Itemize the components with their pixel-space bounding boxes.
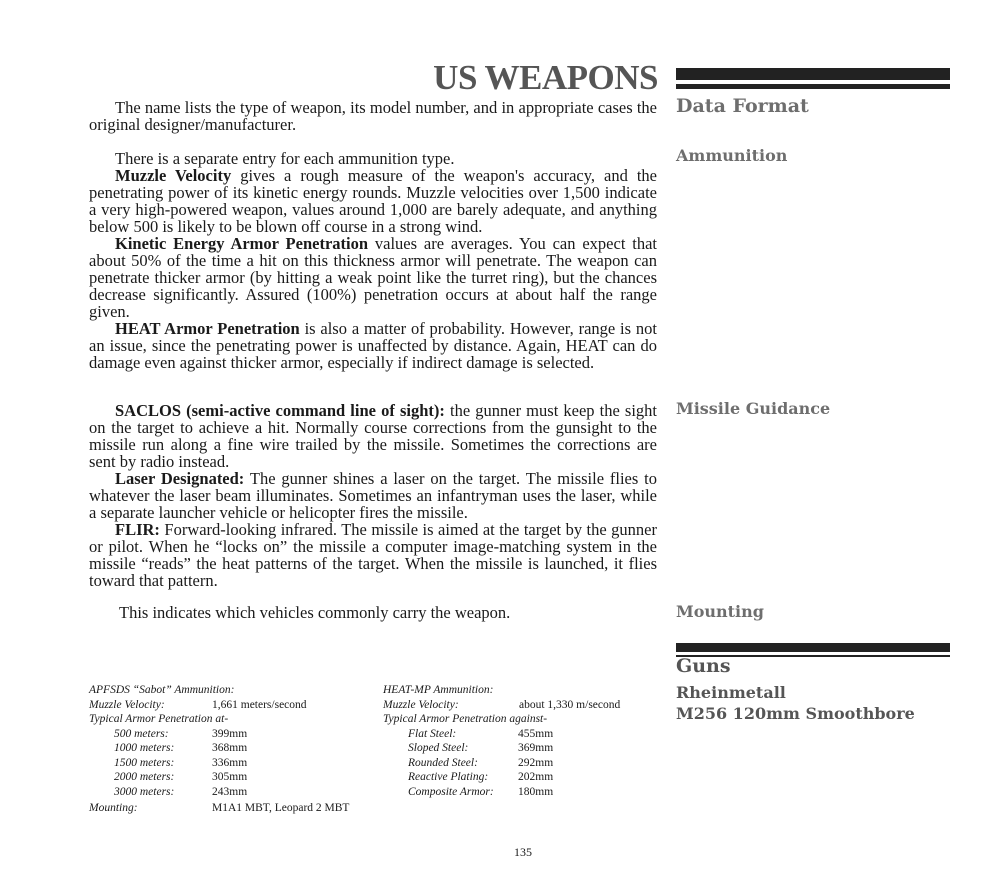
armor-type-label: Sloped Steel: — [408, 742, 469, 754]
penetration-value: 305mm — [212, 771, 248, 783]
ammo-intro-text: There is a separate entry for each ammunition type. — [115, 149, 455, 168]
apfsds-mv-value: 1,661 meters/second — [212, 698, 307, 711]
header-rule-thick — [676, 68, 950, 80]
saclos-term: SACLOS (semi-active command line of sight): — [115, 401, 445, 420]
sidebar-mounting: Mounting — [676, 602, 764, 621]
range-label: 1000 meters: — [114, 742, 175, 754]
ammunition-section — [89, 150, 657, 371]
armor-type-label: Composite Armor: — [408, 785, 494, 798]
heat-paragraph — [89, 320, 657, 371]
saclos-paragraph — [89, 402, 657, 470]
apfsds-mv-label: Muzzle Velocity: — [89, 698, 165, 711]
guns-heading: Guns — [676, 655, 731, 677]
page-title: US WEAPONS — [433, 58, 658, 97]
ke-text: values are averages. You can expect that about 50% of the time a hit on this thickness armor will penetrate. The weapon can penetrate thicker armor (by hitting a weak point like the turret ring), but the chances decrease significantly. Assured (100%) penetration occurs at about half the range given. — [89, 234, 657, 321]
table-row — [383, 727, 653, 742]
laser-term: Laser Designated: — [115, 469, 245, 488]
mounting-stat-label: Mounting: — [89, 802, 138, 814]
heat-term: HEAT Armor Penetration — [115, 319, 300, 338]
apfsds-heading: APFSDS “Sabot” Ammunition: — [89, 684, 235, 696]
armor-type-label: Flat Steel: — [408, 727, 457, 740]
mounting-section — [89, 604, 657, 621]
range-label: 2000 meters: — [114, 771, 175, 783]
mounting-text: This indicates which vehicles commonly carry the weapon. — [119, 603, 511, 622]
laser-paragraph — [89, 470, 657, 521]
ke-paragraph — [89, 235, 657, 320]
penetration-value: 455mm — [518, 727, 554, 740]
table-row — [383, 741, 653, 756]
heat-mv-row — [383, 698, 653, 713]
weapon-name-line1: Rheinmetall — [676, 683, 786, 702]
apfsds-stats — [89, 683, 359, 799]
mounting-stat-row — [89, 801, 489, 816]
sidebar-data-format: Data Format — [676, 95, 809, 117]
table-row — [383, 756, 653, 771]
penetration-value: 336mm — [212, 756, 248, 769]
table-row — [89, 741, 359, 756]
heat-pen-label: Typical Armor Penetration against- — [383, 713, 548, 725]
armor-type-label: Rounded Steel: — [408, 756, 478, 769]
intro-text: The name lists the type of weapon, its model number, and in appropriate cases the original designer/manufacturer. — [89, 98, 657, 134]
penetration-value: 243mm — [212, 785, 248, 798]
ke-term: Kinetic Energy Armor Penetration — [115, 234, 369, 253]
apfsds-pen-label: Typical Armor Penetration at- — [89, 713, 229, 725]
range-label: 3000 meters: — [114, 785, 175, 798]
muzzle-velocity-paragraph — [89, 167, 657, 235]
heat-heading: HEAT-MP Ammunition: — [383, 684, 494, 696]
armor-type-label: Reactive Plating: — [408, 771, 489, 783]
penetration-value: 180mm — [518, 785, 554, 798]
weapon-name-line2: M256 120mm Smoothbore — [676, 704, 915, 723]
table-row — [89, 770, 359, 785]
missile-guidance-section — [89, 402, 657, 589]
range-label: 500 meters: — [114, 727, 169, 740]
heat-text: is also a matter of probability. However, range is not an issue, since the penetrating power is unaffected by distance. Again, HEAT can do damage even against thicker armor, especially if indirect damage is selected. — [89, 319, 657, 372]
penetration-value: 292mm — [518, 756, 554, 769]
sidebar-missile-guidance: Missile Guidance — [676, 399, 831, 418]
table-row — [383, 770, 653, 785]
penetration-value: 369mm — [518, 742, 554, 754]
header-rule-thin — [676, 84, 950, 89]
flir-paragraph — [89, 521, 657, 589]
penetration-value: 399mm — [212, 727, 248, 740]
saclos-text: the gunner must keep the sight on the target to achieve a hit. Normally course corrections from the gunsight to the missile run along a fine wire trailed by the missile. Sometimes the corrections are sent by radio instead. — [89, 401, 657, 471]
muzzle-velocity-text: gives a rough measure of the weapon's accuracy, and the penetrating power of its kinetic energy rounds. Muzzle velocities over 1,500 indicate a very high-powered weapon, values around 1,000 are barely adequate, and anything below 500 is likely to be blown off course in a strong wind. — [89, 166, 658, 236]
penetration-value: 368mm — [212, 742, 248, 754]
heat-mv-value: about 1,330 m/second — [519, 698, 621, 711]
sidebar-ammunition: Ammunition — [676, 146, 788, 165]
penetration-value: 202mm — [518, 771, 554, 783]
laser-text: The gunner shines a laser on the target. The missile flies to whatever the laser beam illuminates. Sometimes an infantryman uses the laser, while a separate launcher vehicle or helicopter fires the missile. — [89, 469, 657, 522]
flir-term: FLIR: — [115, 520, 160, 539]
muzzle-velocity-term: Muzzle Velocity — [115, 166, 232, 185]
table-row — [89, 756, 359, 771]
heat-stats — [383, 683, 653, 799]
table-row — [89, 727, 359, 742]
mounting-stat-value: M1A1 MBT, Leopard 2 MBT — [212, 802, 350, 814]
range-label: 1500 meters: — [114, 756, 175, 769]
intro-paragraph — [89, 99, 657, 133]
flir-text: Forward-looking infrared. The missile is aimed at the target by the gunner or pilot. When he “locks on” the missile a computer image-matching system in the missile “reads” the heat patterns of the target. When the missile is launched, it flies toward that pattern. — [89, 520, 657, 590]
apfsds-mv-row — [89, 698, 359, 713]
table-row — [383, 785, 653, 800]
heat-mv-label: Muzzle Velocity: — [383, 698, 459, 711]
table-row — [89, 785, 359, 800]
page-number: 135 — [514, 845, 532, 859]
guns-rule-thick — [676, 643, 950, 652]
